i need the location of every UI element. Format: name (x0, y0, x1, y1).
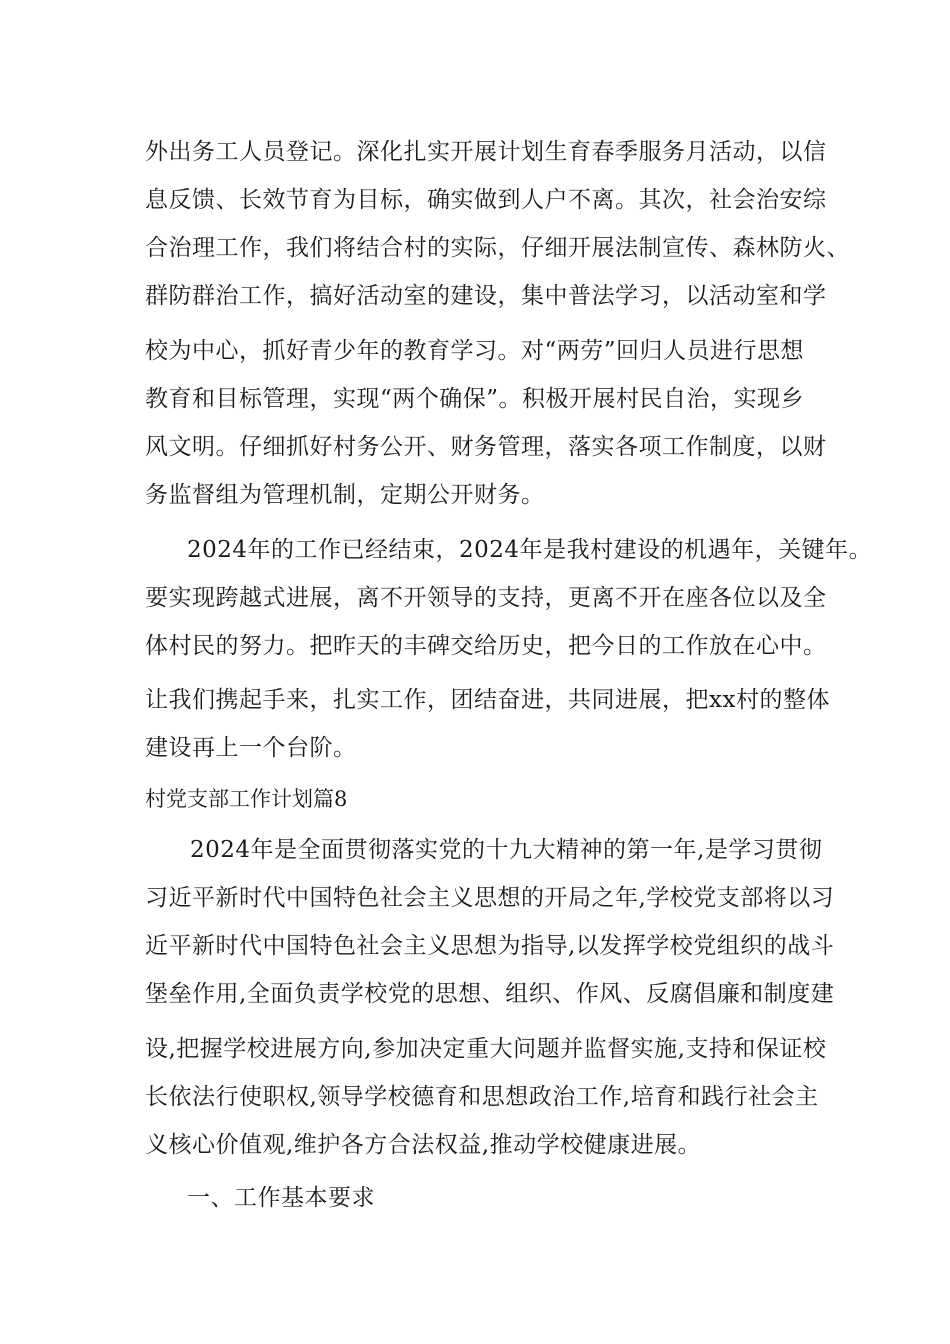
paragraph-1-line-3: 合治理工作，我们将结合村的实际，仔细开展法制宣传、森林防火、 (145, 235, 850, 261)
paragraph-3-line-2: 习近平新时代中国特色社会主义思想的开局之年,学校党支部将以习 (145, 885, 835, 911)
paragraph-1-line-1: 外出务工人员登记。深化扎实开展计划生育春季服务月活动，以信 (145, 139, 827, 165)
paragraph-1-line-2: 息反馈、长效节育为目标，确实做到人户不离。其次，社会治安综 (145, 187, 827, 213)
subheading: 一、工作基本要求 (187, 1185, 375, 1211)
paragraph-3-line-3: 近平新时代中国特色社会主义思想为指导,以发挥学校党组织的战斗 (145, 933, 835, 959)
paragraph-1-line-7: 风文明。仔细抓好村务公开、财务管理，落实各项工作制度，以财 (145, 434, 827, 460)
paragraph-1-line-6: 教育和目标管理，实现“两个确保”。积极开展村民自治，实现乡 (145, 386, 805, 412)
paragraph-2-line-1: 2024年的工作已经结束，2024年是我村建设的机遇年，关键年。 (187, 537, 873, 563)
paragraph-2-line-2: 要实现跨越式进展，离不开领导的支持，更离不开在座各位以及全 (145, 585, 827, 611)
paragraph-3-line-4: 堡垒作用,全面负责学校党的思想、组织、作风、反腐倡廉和制度建 (145, 981, 835, 1007)
paragraph-2-line-4: 让我们携起手来，扎实工作，团结奋进，共同进展，把xx村的整体 (145, 687, 830, 713)
paragraph-3-line-6: 长依法行使职权,领导学校德育和思想政治工作,培育和践行社会主 (145, 1084, 819, 1110)
paragraph-2-line-5: 建设再上一个台阶。 (145, 735, 357, 761)
paragraph-3-line-7: 义核心价值观,维护各方合法权益,推动学校健康进展。 (145, 1132, 702, 1158)
paragraph-3-line-5: 设,把握学校进展方向,参加决定重大问题并监督实施,支持和保证校 (145, 1036, 827, 1062)
paragraph-1-line-8: 务监督组为管理机制，定期公开财务。 (145, 482, 545, 508)
paragraph-1-line-4: 群防群治工作，搞好活动室的建设，集中普法学习，以活动室和学 (145, 283, 827, 309)
paragraph-1-line-5: 校为中心，抓好青少年的教育学习。对“两劳”回归人员进行思想 (145, 338, 805, 364)
section-title: 村党支部工作计划篇8 (145, 787, 348, 811)
paragraph-2-line-3: 体村民的努力。把昨天的丰碑交给历史，把今日的工作放在心中。 (145, 633, 827, 659)
paragraph-3-line-1: 2024年是全面贯彻落实党的十九大精神的第一年,是学习贯彻 (190, 837, 823, 863)
